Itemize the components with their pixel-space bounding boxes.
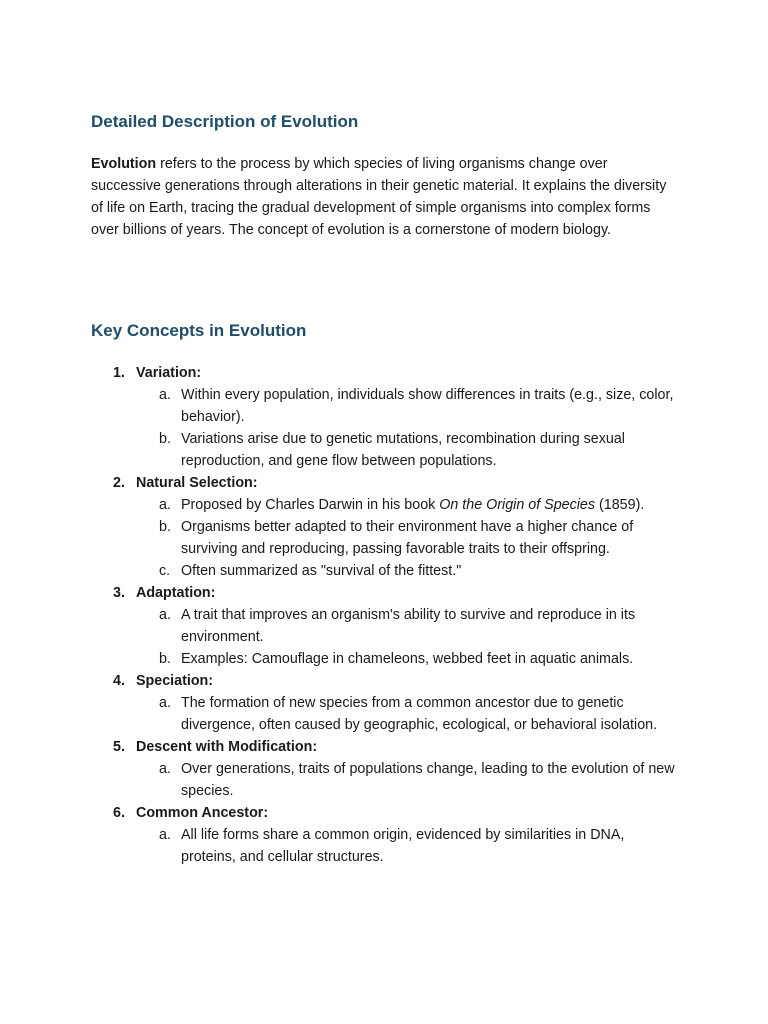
- point-letter: b.: [159, 651, 171, 667]
- point-letter: b.: [159, 519, 171, 535]
- concept-point: [136, 648, 681, 670]
- concept-points-list: [136, 692, 691, 736]
- concept-number: 3.: [113, 585, 125, 601]
- concept-title: Speciation:: [136, 673, 214, 689]
- point-text: Proposed by Charles Darwin in his book: [181, 497, 440, 513]
- concept-point: [136, 516, 681, 560]
- point-letter: c.: [159, 563, 171, 579]
- intro-paragraph: [91, 153, 681, 241]
- concept-title: Variation:: [136, 365, 202, 381]
- concept-number: 5.: [113, 739, 125, 755]
- point-letter: a.: [159, 497, 171, 513]
- concept-point: [136, 758, 681, 802]
- concept-point: [136, 604, 681, 648]
- key-concepts-list: [91, 362, 691, 868]
- concept-item: [91, 736, 691, 802]
- concept-point: [136, 428, 681, 472]
- intro-bold-term: Evolution: [91, 156, 157, 172]
- point-text: A trait that improves an organism's ability to survive and reproduce in its environment.: [181, 607, 636, 645]
- concept-points-list: [136, 824, 691, 868]
- concept-point: [136, 692, 681, 736]
- point-letter: b.: [159, 431, 171, 447]
- concept-point: [136, 560, 681, 582]
- point-letter: a.: [159, 827, 171, 843]
- concept-item: [91, 802, 691, 868]
- point-text: All life forms share a common origin, evidenced by similarities in DNA, proteins, and cellular structures.: [181, 827, 625, 865]
- concept-title: Descent with Modification:: [136, 739, 318, 755]
- concept-point: [136, 384, 681, 428]
- concept-number: 1.: [113, 365, 125, 381]
- concept-points-list: [136, 384, 691, 472]
- concept-item: [91, 582, 691, 670]
- point-letter: a.: [159, 695, 171, 711]
- point-letter: a.: [159, 387, 171, 403]
- point-text-end: (1859).: [595, 497, 645, 513]
- concept-item: [91, 362, 691, 472]
- point-text: Examples: Camouflage in chameleons, webbed feet in aquatic animals.: [181, 651, 634, 667]
- point-text: Organisms better adapted to their environment have a higher chance of surviving and reproducing, passing favorable traits to their offspring.: [181, 519, 634, 557]
- concept-title: Common Ancestor:: [136, 805, 269, 821]
- point-text: Often summarized as "survival of the fittest.": [181, 563, 462, 579]
- point-text: The formation of new species from a common ancestor due to genetic divergence, often caused by geographic, ecological, or behavioral isolation.: [181, 695, 658, 733]
- concept-title: Natural Selection:: [136, 475, 258, 491]
- concept-points-list: [136, 494, 691, 582]
- concept-item: [91, 670, 691, 736]
- concept-number: 4.: [113, 673, 125, 689]
- point-letter: a.: [159, 607, 171, 623]
- book-title: On the Origin of Species: [439, 497, 596, 513]
- point-text: Variations arise due to genetic mutations, recombination during sexual reproduction, and gene flow between populations.: [181, 431, 625, 469]
- concept-point: [136, 494, 681, 516]
- concept-points-list: [136, 604, 691, 670]
- concept-title: Adaptation:: [136, 585, 216, 601]
- concept-number: 2.: [113, 475, 125, 491]
- intro-text: refers to the process by which species of living organisms change over successive generations through alterations in their genetic material. It explains the diversity of life on Earth, tracing the gradual development of simple organisms into complex forms over billions of years. The concept of evolution is a cornerstone of modern biology.: [91, 156, 667, 238]
- point-text: Over generations, traits of populations change, leading to the evolution of new species.: [181, 761, 675, 799]
- point-letter: a.: [159, 761, 171, 777]
- section-heading-key-concepts: Key Concepts in Evolution: [91, 321, 307, 340]
- concept-item: [91, 472, 691, 582]
- point-text: Within every population, individuals show differences in traits (e.g., size, color, behavior).: [181, 387, 674, 425]
- concept-points-list: [136, 758, 691, 802]
- concept-point: [136, 824, 681, 868]
- concept-number: 6.: [113, 805, 125, 821]
- section-heading-description: Detailed Description of Evolution: [91, 112, 359, 131]
